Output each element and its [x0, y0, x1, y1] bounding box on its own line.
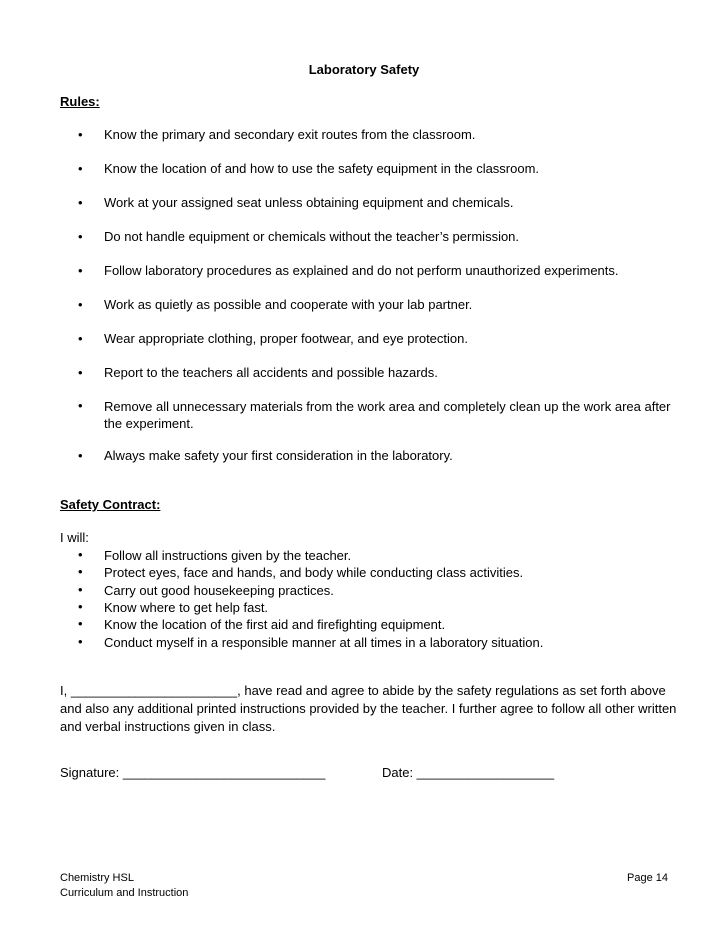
contract-text: Follow all instructions given by the teacher.: [104, 548, 352, 563]
rule-text: Wear appropriate clothing, proper footwear, and eye protection.: [104, 331, 468, 346]
bullet-icon: •: [78, 634, 83, 649]
contract-text: Protect eyes, face and hands, and body while conducting class activities.: [104, 565, 524, 580]
bullet-icon: •: [78, 616, 83, 631]
signature-line: Signature: ____________________________: [60, 765, 326, 780]
footer-department: Curriculum and Instruction: [60, 887, 189, 899]
bullet-icon: •: [78, 195, 83, 210]
bullet-icon: •: [78, 582, 83, 597]
bullet-icon: •: [78, 398, 83, 413]
rule-text: Work as quietly as possible and cooperate with your lab partner.: [104, 297, 473, 312]
footer-left: [60, 871, 188, 901]
bullet-icon: •: [78, 161, 83, 176]
contract-intro: I will:: [60, 530, 89, 545]
bullet-icon: •: [78, 229, 83, 244]
footer-course: Chemistry HSL: [60, 872, 134, 884]
contract-heading: Safety Contract:: [60, 497, 161, 512]
agreement-paragraph: I, _______________________, have read and agree to abide by the safety regulations as set forth above and also any additional printed instructions provided by the teacher. I further agree to follow all other written and verbal instructions given in class.: [60, 683, 677, 734]
rule-text: Do not handle equipment or chemicals without the teacher’s permission.: [104, 229, 520, 244]
bullet-icon: •: [78, 448, 83, 463]
rule-text: Follow laboratory procedures as explained and do not perform unauthorized experiments.: [104, 263, 619, 278]
bullet-icon: •: [78, 564, 83, 579]
contract-text: Carry out good housekeeping practices.: [104, 583, 334, 598]
date-line: Date: ___________________: [382, 765, 555, 780]
rule-text: Know the location of and how to use the safety equipment in the classroom.: [104, 161, 540, 176]
bullet-icon: •: [78, 331, 83, 346]
page-number: Page 14: [627, 872, 668, 884]
rules-heading: Rules:: [60, 94, 100, 109]
bullet-icon: •: [78, 263, 83, 278]
bullet-icon: •: [78, 365, 83, 380]
rule-text: Remove all unnecessary materials from the work area and completely clean up the work area after the experiment.: [104, 399, 671, 431]
rule-text: Always make safety your first consideration in the laboratory.: [104, 448, 453, 463]
rule-text: Work at your assigned seat unless obtaining equipment and chemicals.: [104, 195, 514, 210]
bullet-icon: •: [78, 599, 83, 614]
rule-text: Know the primary and secondary exit routes from the classroom.: [104, 127, 476, 142]
page-title: Laboratory Safety: [308, 62, 420, 77]
contract-text: Know where to get help fast.: [104, 600, 269, 615]
bullet-icon: •: [78, 547, 83, 562]
rule-text: Report to the teachers all accidents and possible hazards.: [104, 365, 438, 380]
contract-text: Conduct myself in a responsible manner at all times in a laboratory situation.: [104, 635, 544, 650]
bullet-icon: •: [78, 297, 83, 312]
contract-text: Know the location of the first aid and firefighting equipment.: [104, 617, 446, 632]
bullet-icon: •: [78, 127, 83, 142]
